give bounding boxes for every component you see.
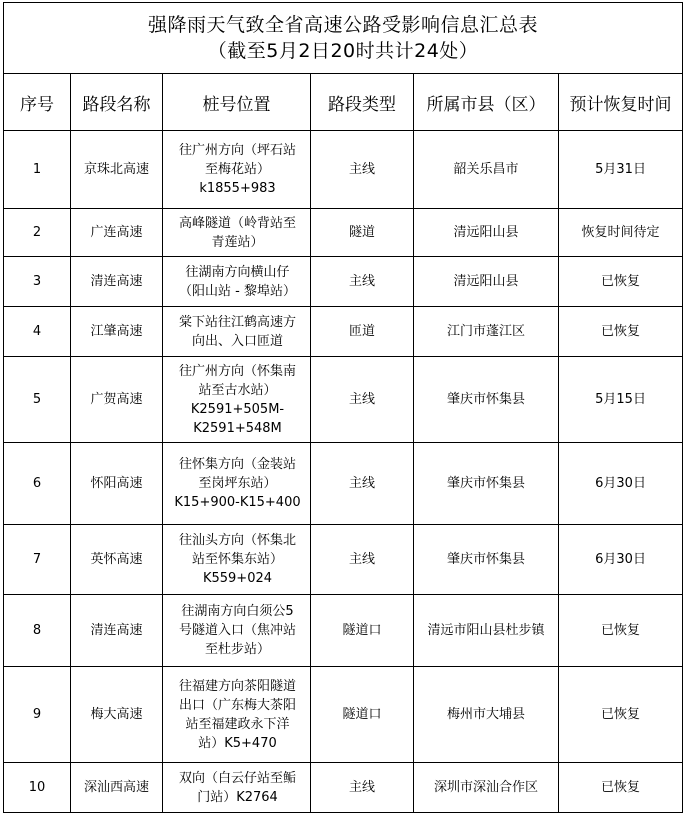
- cell-road-type: 主线: [311, 357, 414, 443]
- stake-text: 双向（白云仔站至鲘 门站）K2764: [178, 770, 296, 805]
- cell-stake-position: [163, 131, 311, 209]
- cell-county-district: 清远市阳山县杜步镇: [414, 595, 559, 667]
- table-title: [4, 3, 683, 74]
- cell-stake-position: [163, 357, 311, 443]
- table-row: [4, 595, 683, 667]
- table-row: [4, 357, 683, 443]
- cell-restore-time: 6月30日: [559, 443, 683, 525]
- cell-restore-time: 5月31日: [559, 131, 683, 209]
- stake-text: 往汕头方向（怀集北 站至怀集东站） K559+024: [178, 533, 296, 586]
- cell-row-number: 3: [4, 257, 71, 307]
- header-type: 路段类型: [311, 74, 414, 131]
- cell-county-district: 肇庆市怀集县: [414, 525, 559, 595]
- cell-row-number: 10: [4, 763, 71, 813]
- cell-restore-time: 恢复时间待定: [559, 209, 683, 257]
- table-row: [4, 131, 683, 209]
- cell-row-number: 9: [4, 667, 71, 763]
- stake-text: 往广州方向（怀集南 站至古水站） K2591+505M- K2591+548M: [178, 363, 296, 436]
- cell-road-type: 主线: [311, 525, 414, 595]
- header-restore: 预计恢复时间: [559, 74, 683, 131]
- cell-restore-time: 已恢复: [559, 257, 683, 307]
- cell-road-type: 隧道口: [311, 595, 414, 667]
- cell-road-name: 英怀高速: [71, 525, 163, 595]
- cell-road-type: 主线: [311, 131, 414, 209]
- cell-restore-time: 6月30日: [559, 525, 683, 595]
- cell-county-district: 江门市蓬江区: [414, 307, 559, 357]
- cell-restore-time: 已恢复: [559, 595, 683, 667]
- cell-row-number: 4: [4, 307, 71, 357]
- cell-county-district: 清远阳山县: [414, 257, 559, 307]
- summary-sheet: [3, 2, 682, 812]
- cell-stake-position: [163, 209, 311, 257]
- cell-road-type: 主线: [311, 763, 414, 813]
- cell-row-number: 2: [4, 209, 71, 257]
- stake-text: 往湖南方向白须公5 号隧道入口（焦冲站 至杜步站）: [178, 604, 296, 657]
- cell-road-name: 广连高速: [71, 209, 163, 257]
- stake-text: 往福建方向茶阳隧道 出口（广东梅大茶阳 站至福建政永下洋 站）K5+470: [178, 678, 296, 751]
- cell-road-name: 广贺高速: [71, 357, 163, 443]
- cell-road-name: 京珠北高速: [71, 131, 163, 209]
- table-row: [4, 257, 683, 307]
- stake-text: 往广州方向（坪石站 至梅花站） k1855+983: [178, 143, 296, 196]
- cell-stake-position: [163, 257, 311, 307]
- table-body: [4, 131, 683, 813]
- cell-restore-time: 已恢复: [559, 307, 683, 357]
- cell-row-number: 8: [4, 595, 71, 667]
- stake-text: 往怀集方向（金装站 至岗坪东站） K15+900-K15+400: [174, 457, 301, 510]
- cell-stake-position: [163, 307, 311, 357]
- cell-county-district: 肇庆市怀集县: [414, 443, 559, 525]
- cell-restore-time: 已恢复: [559, 667, 683, 763]
- table-row: [4, 763, 683, 813]
- table-row: [4, 443, 683, 525]
- cell-road-name: 怀阳高速: [71, 443, 163, 525]
- cell-road-type: 隧道口: [311, 667, 414, 763]
- table-row: [4, 525, 683, 595]
- cell-road-name: 深汕西高速: [71, 763, 163, 813]
- cell-stake-position: [163, 443, 311, 525]
- cell-road-name: 清连高速: [71, 595, 163, 667]
- stake-text: 高峰隧道（岭背站至 青莲站）: [178, 215, 296, 250]
- table-row: [4, 667, 683, 763]
- cell-stake-position: [163, 667, 311, 763]
- header-no: 序号: [4, 74, 71, 131]
- cell-county-district: 肇庆市怀集县: [414, 357, 559, 443]
- cell-county-district: 清远阳山县: [414, 209, 559, 257]
- cell-road-type: 隧道: [311, 209, 414, 257]
- cell-restore-time: 已恢复: [559, 763, 683, 813]
- title-line-2: （截至5月2日20时共计24处）: [207, 40, 479, 62]
- stake-text: 棠下站往江鹤高速方 向出、入口匝道: [178, 314, 296, 349]
- cell-row-number: 7: [4, 525, 71, 595]
- info-table: [3, 2, 683, 813]
- cell-restore-time: 5月15日: [559, 357, 683, 443]
- table-row: [4, 209, 683, 257]
- cell-row-number: 1: [4, 131, 71, 209]
- cell-county-district: 梅州市大埔县: [414, 667, 559, 763]
- table-row: [4, 307, 683, 357]
- cell-road-type: 匝道: [311, 307, 414, 357]
- cell-county-district: 韶关乐昌市: [414, 131, 559, 209]
- cell-county-district: 深圳市深汕合作区: [414, 763, 559, 813]
- cell-stake-position: [163, 525, 311, 595]
- cell-road-name: 江肇高速: [71, 307, 163, 357]
- cell-row-number: 5: [4, 357, 71, 443]
- cell-stake-position: [163, 595, 311, 667]
- cell-road-name: 清连高速: [71, 257, 163, 307]
- cell-row-number: 6: [4, 443, 71, 525]
- cell-road-name: 梅大高速: [71, 667, 163, 763]
- cell-road-type: 主线: [311, 443, 414, 525]
- title-line-1: 强降雨天气致全省高速公路受影响信息汇总表: [148, 14, 539, 36]
- header-county: 所属市县（区）: [414, 74, 559, 131]
- cell-road-type: 主线: [311, 257, 414, 307]
- cell-stake-position: [163, 763, 311, 813]
- stake-text: 往湖南方向横山仔 （阳山站 - 黎埠站）: [179, 264, 296, 299]
- header-road: 路段名称: [71, 74, 163, 131]
- header-row: [4, 74, 683, 131]
- header-stake: 桩号位置: [163, 74, 311, 131]
